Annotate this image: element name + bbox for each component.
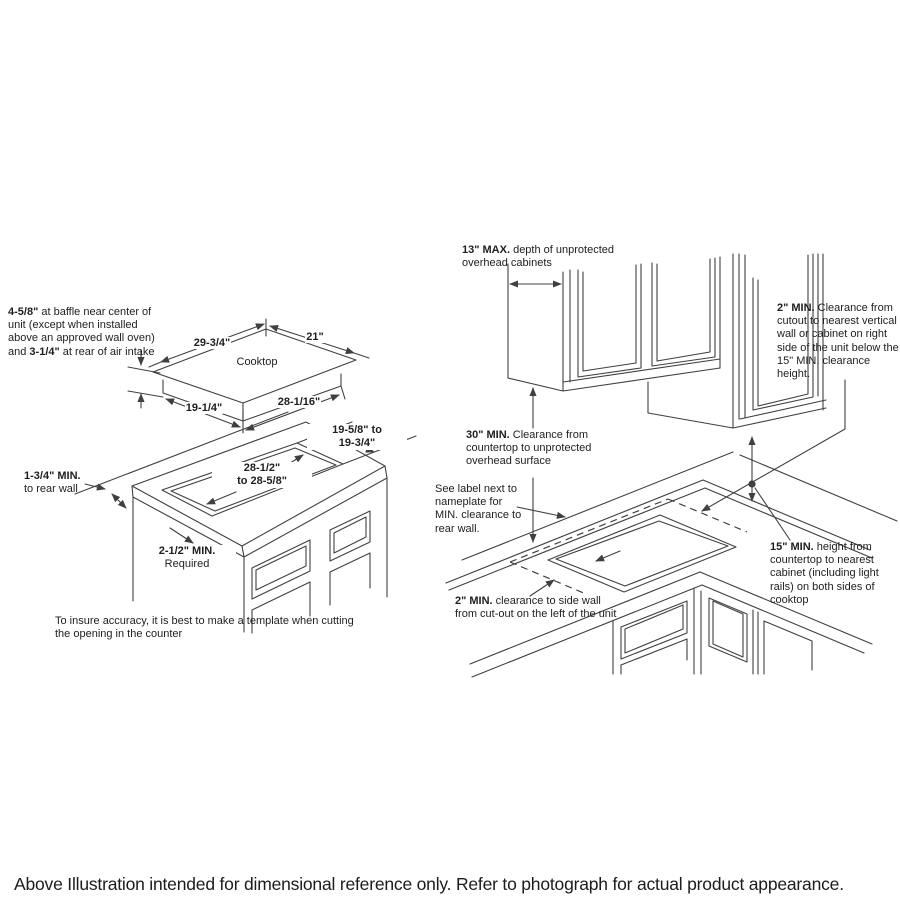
left-clearance-label: 2" MIN. clearance to side wall from cut-out on the left of the unit bbox=[455, 595, 617, 621]
nameplate-note-label: See label next to nameplate for MIN. clearance to rear wall. bbox=[435, 483, 522, 535]
front-min-label: 2-1/2" MIN. Required bbox=[138, 545, 236, 571]
baffle-note: 4-5/8" at baffle near center of unit (except when installed above an approved wall oven) and 3-1/4" at rear of air intake bbox=[8, 306, 155, 358]
left-clearance-leader bbox=[530, 580, 554, 596]
rear-wall-label: 1-3/4" MIN. to rear wall bbox=[24, 470, 81, 496]
overhead-depth-label: 13" MAX. depth of unprotected overhead cabinets bbox=[462, 244, 614, 270]
right-side-wall-line bbox=[740, 455, 897, 521]
template-note: To insure accuracy, it is best to make a template when cutting the opening in the counter bbox=[55, 615, 354, 641]
opening-depth-label: 19-5/8" to 19-3/4" bbox=[307, 424, 407, 450]
overhead-clearance-label: 30" MIN. Clearance from countertop to unprotected overhead surface bbox=[466, 429, 592, 468]
page-caption: Above Illustration intended for dimensional reference only. Refer to photograph for actual product appearance. bbox=[14, 874, 844, 894]
cooktop-label: Cooktop bbox=[236, 356, 278, 368]
overhead-cabinet-left bbox=[508, 257, 720, 391]
opening-width-label: 28-1/2" to 28-5/8" bbox=[212, 462, 312, 488]
height-clearance-label: 15" MIN. height from countertop to nearest cabinet (including light rails) on both sides of cooktop bbox=[770, 541, 879, 606]
dim-label-base-depth: 19-1/4" bbox=[185, 402, 223, 414]
dim-label-top-width: 29-3/4" bbox=[193, 337, 231, 349]
rear-wall-gap-arrow bbox=[112, 494, 126, 508]
dim-label-base-width: 28-1/16" bbox=[277, 396, 321, 408]
right-clearance-label: 2" MIN. Clearance from cutout to nearest vertical wall or cabinet on right side of the unit below the 15" MIN. clearance height. bbox=[777, 302, 899, 380]
dim-label-top-depth: 21" bbox=[306, 331, 324, 343]
